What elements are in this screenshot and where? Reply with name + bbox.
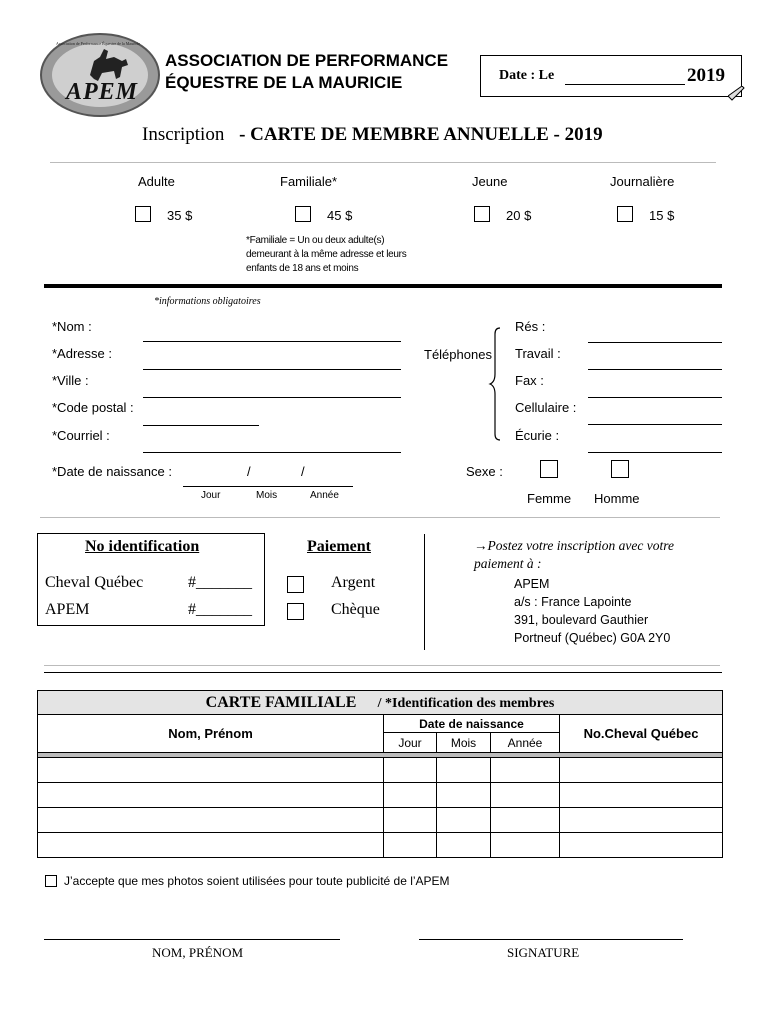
res-field[interactable] (588, 342, 722, 343)
fax-field[interactable] (588, 397, 722, 398)
homme-checkbox[interactable] (611, 460, 629, 478)
mois-label: Mois (256, 490, 278, 501)
nom-field[interactable] (143, 341, 401, 342)
date-separator: / (301, 464, 305, 479)
courriel-label: *Courriel : (52, 428, 110, 443)
section-divider (44, 672, 722, 673)
date-separator: / (247, 464, 251, 479)
familiale-note: *Familiale = Un ou deux adulte(s) demeurant à la même adresse et leurs enfants de 18 ans et moins (246, 235, 407, 274)
ecurie-label: Écurie : (515, 428, 560, 443)
date-year: 2019 (687, 65, 725, 86)
postal-address: APEM a/s : France Lapointe 391, boulevard Gauthier Portneuf (Québec) G0A 2Y0 (514, 577, 671, 645)
apem-logo (40, 33, 160, 117)
telephones-label: Téléphones (424, 347, 492, 362)
cheval-quebec-label: Cheval Québec (45, 574, 144, 591)
vertical-divider (424, 534, 425, 650)
date-field[interactable] (565, 84, 685, 85)
col-cheval-header: No.Cheval Québec (560, 715, 723, 753)
cheque-checkbox[interactable] (287, 603, 304, 620)
type-journaliere-label: Journalière (610, 174, 675, 189)
page-curl-icon (728, 86, 746, 102)
homme-label: Homme (594, 491, 640, 506)
col-mois-header: Mois (437, 733, 491, 753)
date-label: Date : Le (499, 68, 555, 83)
date-naissance-label: *Date de naissance : (52, 464, 172, 479)
identification-title: No identification (85, 538, 200, 555)
journaliere-price: 15 $ (649, 208, 675, 223)
familiale-price: 45 $ (327, 208, 353, 223)
jeune-checkbox[interactable] (474, 206, 490, 222)
jeune-price: 20 $ (506, 208, 532, 223)
adulte-price: 35 $ (167, 208, 193, 223)
cheque-label: Chèque (331, 601, 380, 618)
phones-bracket-icon (486, 322, 506, 444)
org-name-line1: ASSOCIATION DE PERFORMANCE (165, 51, 449, 70)
name-label: NOM, PRÉNOM (152, 945, 244, 960)
family-card-title: CARTE FAMILIALE (205, 693, 357, 711)
date-naissance-field[interactable] (183, 486, 353, 487)
date-box (480, 55, 742, 97)
apem-number-field[interactable]: #_______ (188, 601, 252, 618)
title-prefix: Inscription (142, 124, 225, 145)
argent-label: Argent (331, 574, 376, 591)
apem-label: APEM (45, 601, 90, 618)
logo-ring-text: Association de Performance Équestre de la Mauricie (56, 41, 141, 46)
cheval-quebec-number-field[interactable]: #_______ (188, 574, 252, 591)
postal-intro: →Postez votre inscription avec votre paiement à : (474, 538, 674, 571)
col-birth-header: Date de naissance (384, 715, 560, 733)
adulte-checkbox[interactable] (135, 206, 151, 222)
femme-label: Femme (527, 491, 572, 506)
courriel-field[interactable] (143, 452, 401, 453)
travail-field[interactable] (588, 369, 722, 370)
name-signature-field[interactable] (44, 939, 340, 940)
familiale-checkbox[interactable] (295, 206, 311, 222)
required-note: *informations obligatoires (154, 296, 261, 307)
table-row[interactable] (38, 783, 723, 808)
consent-text: J’accepte que mes photos soient utilisées pour toute publicité de l’APEM (64, 874, 450, 888)
annee-label: Année (310, 490, 339, 501)
type-adulte-label: Adulte (138, 174, 175, 189)
travail-label: Travail : (515, 346, 561, 361)
ville-field[interactable] (143, 397, 401, 398)
table-row[interactable] (38, 833, 723, 858)
nom-label: *Nom : (52, 319, 92, 334)
family-card-subtitle: / *Identification des membres (377, 695, 555, 711)
logo-monogram: APEM (66, 79, 139, 105)
table-row[interactable] (38, 808, 723, 833)
code-postal-label: *Code postal : (52, 400, 134, 415)
cellulaire-label: Cellulaire : (515, 400, 577, 415)
consent-checkbox[interactable] (45, 875, 57, 887)
col-annee-header: Année (491, 733, 560, 753)
ville-label: *Ville : (52, 373, 89, 388)
argent-checkbox[interactable] (287, 576, 304, 593)
table-row[interactable] (38, 758, 723, 783)
res-label: Rés : (515, 319, 546, 334)
jour-label: Jour (201, 490, 221, 501)
cellulaire-field[interactable] (588, 424, 722, 425)
family-card-header (38, 691, 723, 715)
fax-label: Fax : (515, 373, 544, 388)
type-familiale-label: Familiale* (280, 174, 338, 189)
page-title: - CARTE DE MEMBRE ANNUELLE - 2019 (239, 124, 603, 145)
signature-label: SIGNATURE (507, 945, 580, 960)
adresse-field[interactable] (143, 369, 401, 370)
type-jeune-label: Jeune (472, 174, 508, 189)
code-postal-field[interactable] (143, 425, 259, 426)
sexe-label: Sexe : (466, 464, 503, 479)
signature-field[interactable] (419, 939, 683, 940)
org-name-line2: ÉQUESTRE DE LA MAURICIE (165, 73, 403, 92)
horse-rider-icon (42, 35, 162, 119)
col-name-header: Nom, Prénom (38, 715, 384, 753)
family-card-table (37, 690, 723, 858)
paiement-title: Paiement (307, 538, 371, 555)
col-jour-header: Jour (384, 733, 437, 753)
section-divider-thick (44, 284, 722, 288)
femme-checkbox[interactable] (540, 460, 558, 478)
adresse-label: *Adresse : (52, 346, 112, 361)
journaliere-checkbox[interactable] (617, 206, 633, 222)
ecurie-field[interactable] (588, 452, 722, 453)
